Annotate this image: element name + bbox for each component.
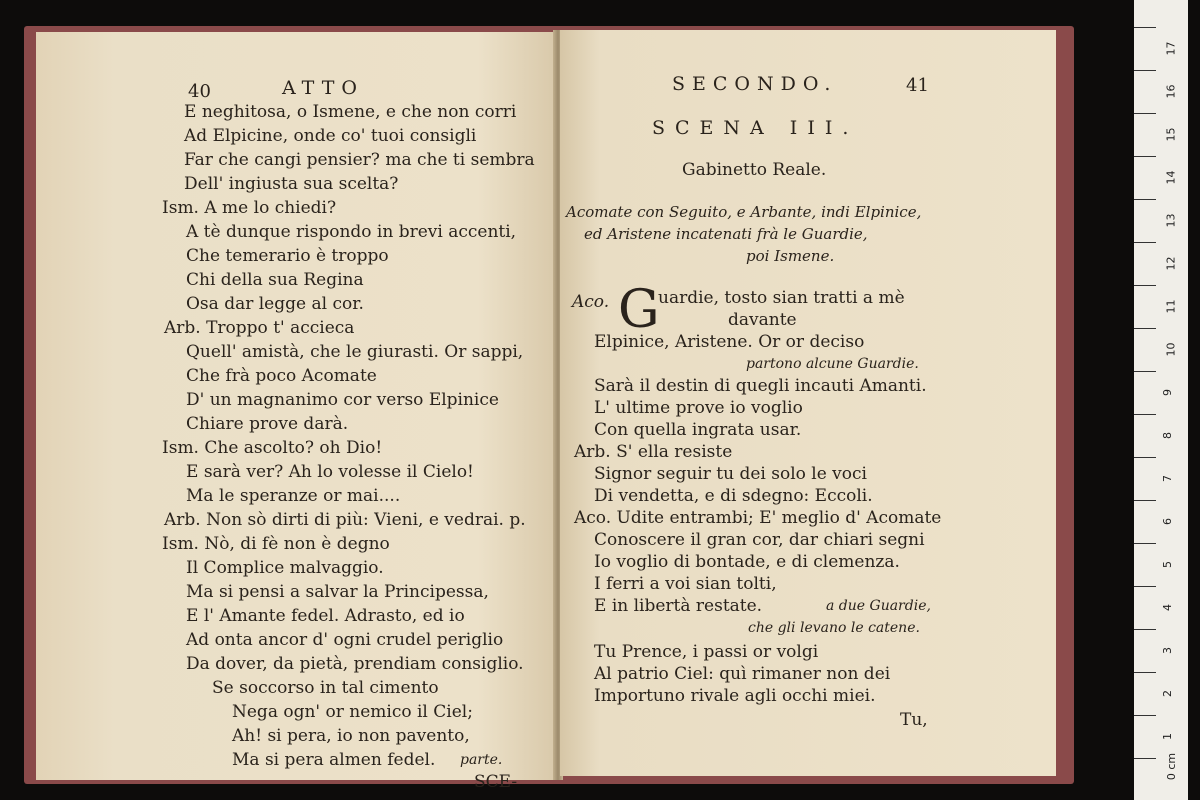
text-line: Io voglio di bontade, e di clemenza. xyxy=(594,552,900,572)
ruler-tick xyxy=(1134,457,1156,458)
text-line: Il Complice malvaggio. xyxy=(186,558,384,578)
ruler-tick xyxy=(1134,156,1156,157)
ruler-number: 5 xyxy=(1161,561,1174,568)
text-line: Quell' amistà, che le giurasti. Or sappi, xyxy=(186,342,524,362)
text-line: Ma si pensi a salvar la Principessa, xyxy=(186,582,489,602)
ruler-tick xyxy=(1134,672,1156,673)
ruler-tick xyxy=(1134,371,1156,372)
text-line: davante xyxy=(728,310,797,330)
text-line: uardie, tosto sian tratti a mè xyxy=(658,288,905,308)
speech-line: Arb. S' ella resiste xyxy=(574,442,733,462)
scene-title: SCENA III. xyxy=(652,117,859,139)
page-number-right: 41 xyxy=(906,75,929,96)
ruler-tick xyxy=(1134,242,1156,243)
text-line: Far che cangi pensier? ma che ti sembra xyxy=(184,150,535,170)
text-line: Conoscere il gran cor, dar chiari segni xyxy=(594,530,925,550)
ruler-tick xyxy=(1134,414,1156,415)
ruler-tick xyxy=(1134,285,1156,286)
aria-line: Se soccorso in tal cimento xyxy=(212,678,439,698)
text-line: Con quella ingrata usar. xyxy=(594,420,802,440)
stage-direction: che gli levano le catene. xyxy=(748,620,920,636)
speech-line: Ism. A me lo chiedi? xyxy=(162,198,337,218)
text-line: Di vendetta, e di sdegno: Eccoli. xyxy=(594,486,873,506)
ruler-number: 2 xyxy=(1161,690,1174,697)
text-line: Da dover, da pietà, prendiam consiglio. xyxy=(186,654,524,674)
text-line: Osa dar legge al cor. xyxy=(186,294,364,314)
ruler-tick xyxy=(1134,629,1156,630)
text-line: Importuno rivale agli occhi miei. xyxy=(594,686,876,706)
stage-direction: Acomate con Seguito, e Arbante, indi Elpinice, xyxy=(566,203,922,221)
stage-direction: parte. xyxy=(460,752,503,768)
stage-direction: partono alcune Guardie. xyxy=(746,356,919,372)
ruler-unit: 0 cm xyxy=(1165,752,1179,781)
text-line: E neghitosa, o Ismene, e che non corri xyxy=(184,102,517,122)
text-line: Che frà poco Acomate xyxy=(186,366,377,386)
ruler-number: 10 xyxy=(1164,342,1178,357)
text-line: Ad Elpicine, onde co' tuoi consigli xyxy=(184,126,477,146)
ruler-number: 12 xyxy=(1164,256,1178,271)
ruler-number: 8 xyxy=(1161,432,1174,439)
ruler-number: 7 xyxy=(1161,475,1174,482)
speech-line: Ism. Che ascolto? oh Dio! xyxy=(162,438,383,458)
text-line: Chi della sua Regina xyxy=(186,270,364,290)
text-line: E sarà ver? Ah lo volesse il Cielo! xyxy=(186,462,474,482)
ruler-tick xyxy=(1134,328,1156,329)
ruler-number: 11 xyxy=(1164,299,1178,314)
text-line: D' un magnanimo cor verso Elpinice xyxy=(186,390,499,410)
ruler-number: 1 xyxy=(1161,733,1174,740)
ruler-tick xyxy=(1134,715,1156,716)
text-line: Al patrio Ciel: quì rimaner non dei xyxy=(594,664,891,684)
text-line: Sarà il destin di quegli incauti Amanti. xyxy=(594,376,927,396)
catchword: SCE- xyxy=(474,772,518,792)
running-head-left: ATTO xyxy=(282,77,364,99)
ruler-tick xyxy=(1134,70,1156,71)
right-page xyxy=(560,30,1056,776)
aria-line: Ah! si pera, io non pavento, xyxy=(232,726,470,746)
ruler-number: 17 xyxy=(1164,41,1178,56)
text-line: A tè dunque rispondo in brevi accenti, xyxy=(186,222,517,242)
page-number-left: 40 xyxy=(188,81,211,102)
text-line: L' ultime prove io voglio xyxy=(594,398,803,418)
ruler-number: 6 xyxy=(1161,518,1174,525)
text-line: I ferri a voi sian tolti, xyxy=(594,574,777,594)
ruler-tick xyxy=(1134,586,1156,587)
speech-line: Aco. Udite entrambi; E' meglio d' Acomate xyxy=(574,508,942,528)
text-line: Ad onta ancor d' ogni crudel periglio xyxy=(186,630,504,650)
speech-line: Arb. Troppo t' accieca xyxy=(164,318,355,338)
ruler-number: 4 xyxy=(1161,604,1174,611)
speaker-label: Aco. xyxy=(572,292,610,312)
text-line: Dell' ingiusta sua scelta? xyxy=(184,174,399,194)
aria-line: Nega ogn' or nemico il Ciel; xyxy=(232,702,473,722)
speech-line: Ism. Nò, di fè non è degno xyxy=(162,534,390,554)
ruler-tick xyxy=(1134,500,1156,501)
running-head-right: SECONDO. xyxy=(672,73,838,95)
text-line: Signor seguir tu dei solo le voci xyxy=(594,464,867,484)
text-line: Tu Prence, i passi or volgi xyxy=(594,642,819,662)
ruler-tick xyxy=(1134,27,1156,28)
ruler-tick xyxy=(1134,199,1156,200)
ruler-number: 13 xyxy=(1164,213,1178,228)
ruler-tick xyxy=(1134,543,1156,544)
text-line: Chiare prove darà. xyxy=(186,414,349,434)
left-page xyxy=(36,32,556,792)
text-line: E l' Amante fedel. Adrasto, ed io xyxy=(186,606,465,626)
ruler-tick xyxy=(1134,758,1156,759)
ruler-number: 16 xyxy=(1164,84,1178,99)
text-line: Elpinice, Aristene. Or or deciso xyxy=(594,332,865,352)
stage-direction: ed Aristene incatenati frà le Guardie, xyxy=(584,225,868,243)
text-line: Ma le speranze or mai.... xyxy=(186,486,401,506)
ruler-number: 3 xyxy=(1161,647,1174,654)
ruler-number: 15 xyxy=(1164,127,1178,142)
scene-setting: Gabinetto Reale. xyxy=(682,160,827,180)
ruler-tick xyxy=(1134,113,1156,114)
measuring-ruler xyxy=(1134,0,1188,800)
text-line: Che temerario è troppo xyxy=(186,246,389,266)
ruler-number: 9 xyxy=(1161,389,1174,396)
catchword: Tu, xyxy=(900,710,928,730)
text-line: E in libertà restate. xyxy=(594,596,763,616)
stage-direction: poi Ismene. xyxy=(746,247,835,265)
ruler-number: 14 xyxy=(1164,170,1178,185)
stage-direction: a due Guardie, xyxy=(826,598,931,614)
speech-line: Arb. Non sò dirti di più: Vieni, e vedrai. p. xyxy=(164,510,526,530)
drop-cap: G xyxy=(618,280,660,340)
aria-line: Ma si pera almen fedel. xyxy=(232,750,436,770)
